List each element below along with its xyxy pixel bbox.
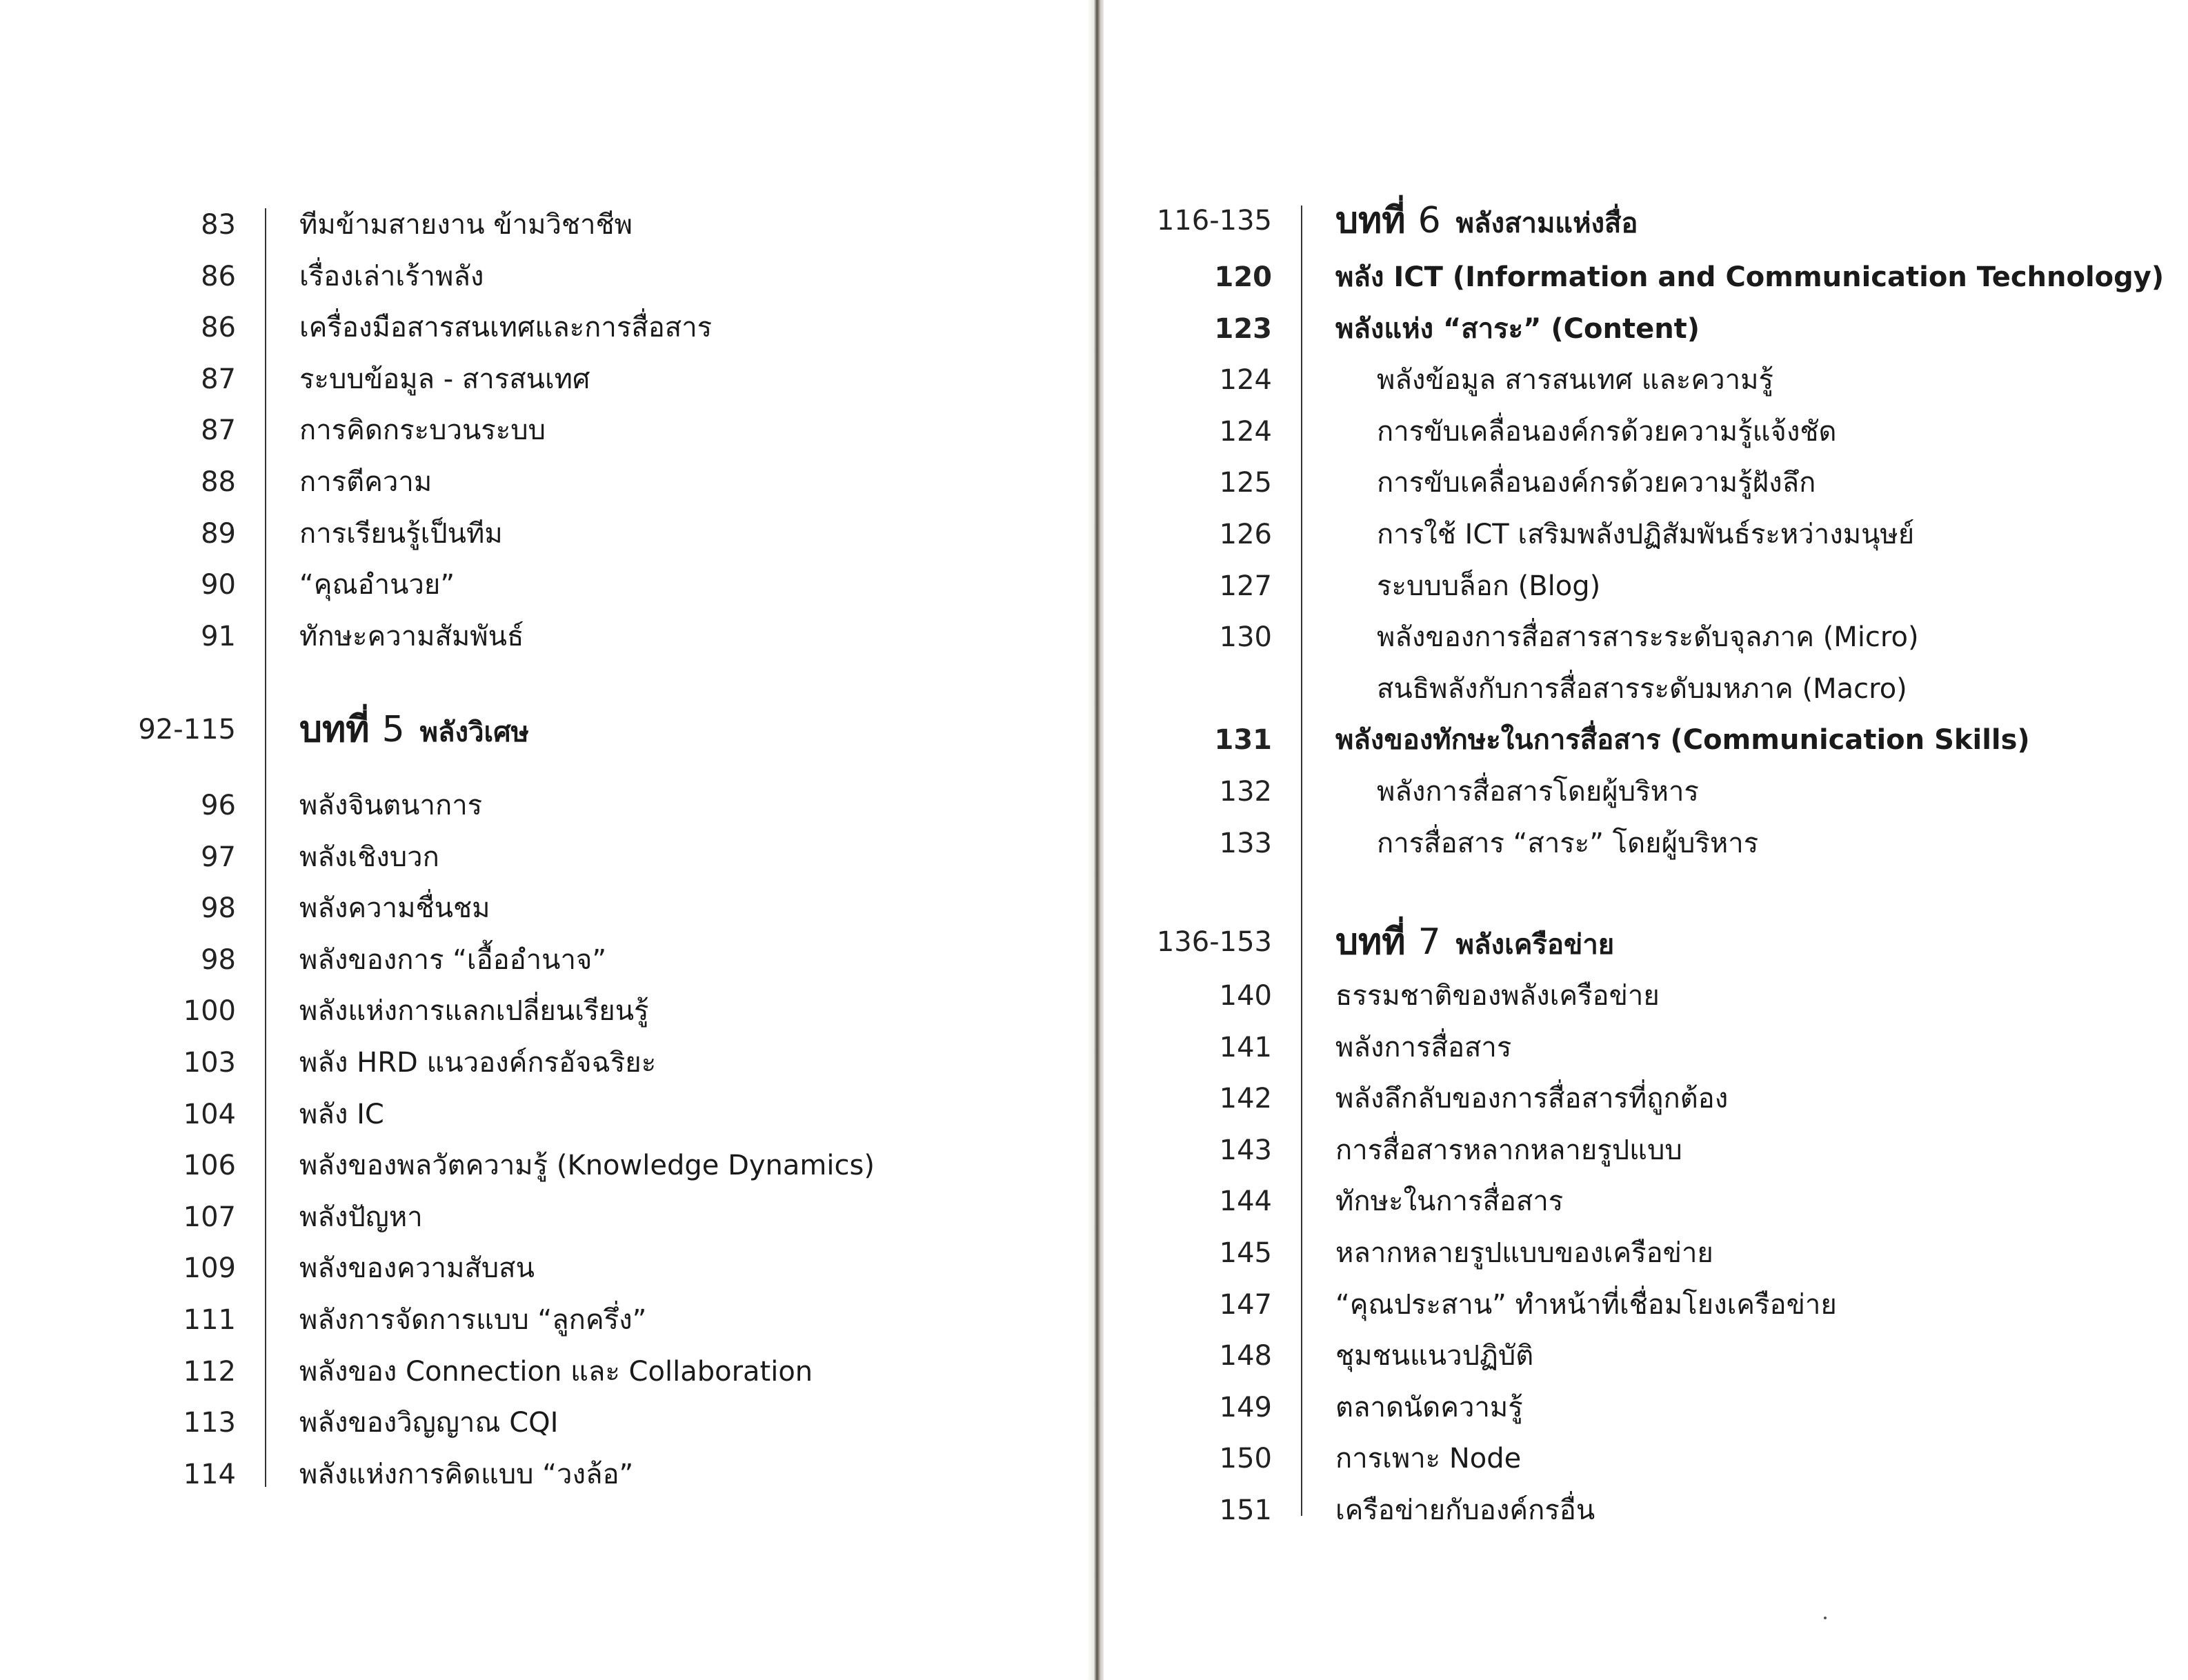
toc-page-number: 107 xyxy=(183,1201,236,1233)
chapter-page-range: 116-135 xyxy=(1156,205,1272,237)
toc-entry-title: การคิดกระบวนระบบ xyxy=(299,414,546,446)
chapter-name: พลังวิเศษ xyxy=(419,717,529,748)
toc-entry-title: การสื่อสารหลากหลายรูปแบบ xyxy=(1335,1134,1682,1166)
toc-page-number: 111 xyxy=(183,1304,236,1336)
toc-entry-title: เครือข่ายกับองค์กรอื่น xyxy=(1335,1494,1595,1526)
toc-page-number: 87 xyxy=(201,414,236,446)
toc-entry-title: พลังของการ “เอื้ออำนาจ” xyxy=(299,944,607,976)
toc-entry-title: การใช้ ICT เสริมพลังปฏิสัมพันธ์ระหว่างมนุษย์ xyxy=(1377,519,1915,550)
toc-entry-title: พลังแห่ง “สาระ” (Content) xyxy=(1335,313,1700,345)
chapter-page-range: 136-153 xyxy=(1156,926,1272,958)
toc-page-number: 151 xyxy=(1219,1494,1272,1526)
chapter-number: 7 xyxy=(1418,921,1441,963)
toc-entry-title: พลังปัญหา xyxy=(299,1201,423,1233)
toc-page-number: 104 xyxy=(183,1099,236,1130)
toc-page-number: 131 xyxy=(1214,724,1272,756)
toc-page-number: 149 xyxy=(1219,1392,1272,1423)
toc-page-number: 109 xyxy=(183,1252,236,1284)
toc-page-number: 142 xyxy=(1219,1083,1272,1114)
toc-entry-title: พลังจินตนาการ xyxy=(299,790,483,821)
toc-entry-title: ระบบบล็อก (Blog) xyxy=(1377,570,1601,602)
toc-entry-title: ทักษะความสัมพันธ์ xyxy=(299,621,524,652)
toc-entry-title: พลังของพลวัตความรู้ (Knowledge Dynamics) xyxy=(299,1150,875,1181)
toc-entry-title: สนธิพลังกับการสื่อสารระดับมหภาค (Macro) xyxy=(1377,673,1907,705)
toc-entry-title: พลังของความสับสน xyxy=(299,1252,535,1284)
toc-page-number: 140 xyxy=(1219,980,1272,1012)
toc-page-number: 97 xyxy=(201,841,236,873)
toc-page-number: 86 xyxy=(201,261,236,292)
toc-entry-title: พลังแห่งการแลกเปลี่ยนเรียนรู้ xyxy=(299,995,649,1027)
toc-page-number: 130 xyxy=(1219,621,1272,653)
toc-entry-title: พลังของ Connection และ Collaboration xyxy=(299,1356,813,1388)
toc-page-number: 127 xyxy=(1219,570,1272,602)
toc-page-number: 141 xyxy=(1219,1032,1272,1063)
toc-page-number: 133 xyxy=(1219,828,1272,859)
toc-entry-title: ทีมข้ามสายงาน ข้ามวิชาชีพ xyxy=(299,209,633,241)
toc-page-number: 83 xyxy=(201,209,236,241)
toc-entry-title: ระบบข้อมูล - สารสนเทศ xyxy=(299,363,590,395)
toc-page-number: 123 xyxy=(1214,313,1272,345)
chapter-label: บทที่ xyxy=(1335,200,1406,241)
toc-entry-title: ตลาดนัดความรู้ xyxy=(1335,1392,1523,1423)
toc-page-number: 124 xyxy=(1219,416,1272,448)
toc-page-number: 125 xyxy=(1219,467,1272,499)
toc-page-number: 89 xyxy=(201,518,236,550)
toc-entry-title: พลังลึกลับของการสื่อสารที่ถูกต้อง xyxy=(1335,1083,1729,1114)
toc-entry-title: เครื่องมือสารสนเทศและการสื่อสาร xyxy=(299,312,713,343)
toc-page-number: 143 xyxy=(1219,1134,1272,1166)
toc-page-number: 132 xyxy=(1219,776,1272,808)
right-divider-line xyxy=(1301,206,1302,1516)
right-page xyxy=(1104,0,2188,1680)
toc-entry-title: พลังของการสื่อสารสาระระดับจุลภาค (Micro) xyxy=(1377,621,1919,653)
toc-page-number: 145 xyxy=(1219,1237,1272,1269)
left-divider-line xyxy=(265,208,266,1487)
paper-speck xyxy=(1824,1617,1827,1619)
toc-entry-title: เรื่องเล่าเร้าพลัง xyxy=(299,261,484,292)
chapter-label: บทที่ xyxy=(1335,921,1406,963)
toc-entry-title: หลากหลายรูปแบบของเครือข่าย xyxy=(1335,1237,1713,1269)
left-page xyxy=(0,0,1093,1680)
toc-entry-title: ทักษะในการสื่อสาร xyxy=(1335,1186,1564,1217)
toc-page-number: 86 xyxy=(201,312,236,343)
toc-page-number: 113 xyxy=(183,1407,236,1439)
toc-page-number: 103 xyxy=(183,1047,236,1079)
toc-entry-title: “คุณอำนวย” xyxy=(299,569,455,601)
toc-page-number: 124 xyxy=(1219,364,1272,396)
toc-page-number: 91 xyxy=(201,621,236,652)
toc-entry-title: ธรรมชาติของพลังเครือข่าย xyxy=(1335,980,1660,1012)
toc-entry-title: การสื่อสาร “สาระ” โดยผู้บริหาร xyxy=(1377,828,1759,859)
chapter-label: บทที่ xyxy=(299,709,370,750)
toc-entry-title: การตีความ xyxy=(299,466,432,498)
toc-entry-title: พลังเชิงบวก xyxy=(299,841,439,873)
toc-entry-title: พลังความชื่นชม xyxy=(299,892,490,924)
chapter-number: 5 xyxy=(381,709,405,750)
toc-page-number: 90 xyxy=(201,569,236,601)
toc-page-number: 96 xyxy=(201,790,236,821)
chapter-name: พลังเครือข่าย xyxy=(1455,929,1615,961)
toc-entry-title: การเพาะ Node xyxy=(1335,1443,1522,1474)
chapter-heading xyxy=(1335,193,1638,251)
toc-entry-title: พลังการจัดการแบบ “ลูกครึ่ง” xyxy=(299,1304,647,1336)
chapter-heading xyxy=(299,702,529,760)
chapter-name: พลังสามแห่งสื่อ xyxy=(1455,208,1638,239)
chapter-page-range: 92-115 xyxy=(138,714,236,746)
toc-page-number: 112 xyxy=(183,1356,236,1388)
toc-entry-title: พลังของทักษะในการสื่อสาร (Communication Skills) xyxy=(1335,724,2030,756)
toc-page-number: 126 xyxy=(1219,519,1272,550)
toc-page-number: 98 xyxy=(201,892,236,924)
toc-entry-title: การขับเคลื่อนองค์กรด้วยความรู้แจ้งชัด xyxy=(1377,416,1837,448)
toc-page-number: 120 xyxy=(1214,261,1272,293)
toc-page-number: 88 xyxy=(201,466,236,498)
toc-page-number: 106 xyxy=(183,1150,236,1181)
toc-entry-title: การขับเคลื่อนองค์กรด้วยความรู้ฝังลึก xyxy=(1377,467,1816,499)
toc-page-number: 147 xyxy=(1219,1289,1272,1321)
toc-entry-title: ชุมชนแนวปฏิบัติ xyxy=(1335,1340,1534,1372)
toc-page-number: 150 xyxy=(1219,1443,1272,1474)
chapter-heading xyxy=(1335,914,1614,972)
toc-page-number: 144 xyxy=(1219,1186,1272,1217)
toc-entry-title: พลังการสื่อสาร xyxy=(1335,1032,1512,1063)
toc-page-number: 100 xyxy=(183,995,236,1027)
toc-entry-title: พลังของวิญญาณ CQI xyxy=(299,1407,559,1439)
toc-entry-title: การเรียนรู้เป็นทีม xyxy=(299,518,503,550)
toc-entry-title: พลังการสื่อสารโดยผู้บริหาร xyxy=(1377,776,1699,808)
toc-entry-title: พลังข้อมูล สารสนเทศ และความรู้ xyxy=(1377,364,1773,396)
toc-page-number: 87 xyxy=(201,363,236,395)
toc-entry-title: พลัง IC xyxy=(299,1099,384,1130)
chapter-number: 6 xyxy=(1418,200,1441,241)
toc-page-number: 98 xyxy=(201,944,236,976)
toc-entry-title: พลังแห่งการคิดแบบ “วงล้อ” xyxy=(299,1459,634,1490)
toc-page-number: 148 xyxy=(1219,1340,1272,1372)
toc-entry-title: พลัง ICT (Information and Communication Technology) xyxy=(1335,261,2165,293)
toc-entry-title: “คุณประสาน” ทำหน้าที่เชื่อมโยงเครือข่าย xyxy=(1335,1289,1837,1321)
toc-page-number: 114 xyxy=(183,1459,236,1490)
toc-entry-title: พลัง HRD แนวองค์กรอัจฉริยะ xyxy=(299,1047,657,1079)
